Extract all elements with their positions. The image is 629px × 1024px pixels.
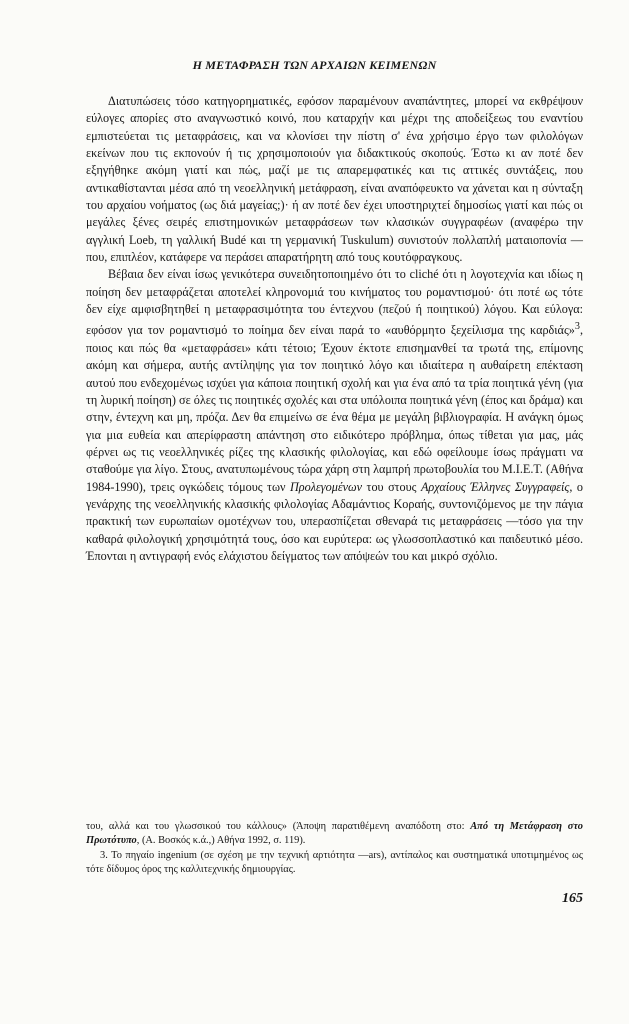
footnote-ref-3[interactable]: 3 — [574, 321, 580, 333]
footnote-continued — [86, 820, 583, 849]
footnote-book-title: Από τη Μετάφραση στο Πρωτότυπο — [86, 821, 583, 847]
title-prolegomena: Προλεγομένων — [289, 479, 363, 494]
running-head: Η ΜΕΤΑΦΡΑΣΗ ΤΩΝ ΑΡΧΑΙΩΝ ΚΕΙΜΕΝΩΝ — [192, 58, 437, 72]
main-text — [86, 93, 583, 565]
paragraph-2-text-b: , ποιος και πώς θα «μεταφράσει» κάτι τέτοιο; Έχουν έκτοτε επισημανθεί τα τρωτά της, επίμονης ακόμη και σήμερα, αυτής αντίληψης για τον ποιητικό λόγο και ιδιαίτερα η αυθαίρετη επέκταση αυτού που ενδεχομένως ισχύει για κάποια ποιητική σχολή και για ένα από τα τρία ποιητικά γένη (για τη λυρική ποίηση) σε όλες τις ποιητικές σχολές και στα υπόλοιπα ποιητικά γένη (έπος και δράμα) και στην, έντεχνη και μη, πρόζα. Δεν θα επιμείνω σε ένα θέμα με μεγάλη βιβλιογραφία. Η ανάγκη όμως για μια ευθεία και απερίφραστη απάντηση στο ειδικότερο πρόβλημα, όπως τίθεται για μας, μάς φέρνει ως τις νεοελληνικές ρίζες της κλασικής φιλολογίας, και εδώ οφείλουμε ίσως πράγματι να σταθούμε για λίγο. Στους, ανατυπωμένους τώρα χάρη στη λαμπρή πρωτοβουλία του Μ.Ι.Ε.Τ. (Αθήνα 1984-1990), τρεις ογκώδεις τόμους των — [86, 323, 583, 494]
page-number: 165 — [562, 891, 583, 906]
title-ancient-greek-authors: Αρχαίους Έλληνες Συγγραφείς — [420, 479, 570, 494]
paragraph-2-text-c: του στους — [362, 479, 421, 494]
footnote-continued-text-b: , (Α. Βοσκός κ.ά.,) Αθήνα 1992, σ. 119). — [136, 835, 306, 847]
paragraph-2-text-d: , ο γενάρχης της νεοελληνικής κλασικής φιλολογίας Αδαμάντιος Κοραής, συντονιζόμενος με την πάγια πρακτική των ευρωπαίων ομοτέχνων του, υπερασπίζεται σθεναρά τις μεταφράσεις —τόσο για την καθαρά φιλολογική χρησιμότητά τους, όσο και ευρύτερα: ως γλωσσοπλαστικό και παιδευτικό μέσο. Έπονται η αντιγραφή ενός ελάχιστου δείγματος των απόψεών του και μικρό σχόλιο. — [86, 479, 584, 563]
footnote-3: 3. Το πηγαίο ingenium (σε σχέση με την τεχνική αρτιότητα —ars), αντίπαλος και συστηματικά υποτιμημένος ως τότε δίδυμος όρος της καλλιτεχνικής δημιουργίας. — [86, 849, 583, 875]
footnote-continued-text-a: του, αλλά και του γλωσσικού του κάλλους» (Άποψη παρατιθέμενη αναπόδοτη στο: — [86, 821, 471, 832]
paragraph-2-text-a: Βέβαια δεν είναι ίσως γενικότερα συνειδητοποιημένο ότι το cliché ότι η λογοτεχνία και ιδίως η ποίηση δεν μεταφράζεται αποτελεί κληρονομιά του κινήματος του ρομαντισμού· ότι ποτέ ως τότε δεν είχε αμφισβητηθεί η μεταφρασιμότητα του έντεχνου (πεζού ή ποιητικού) λόγου. Και εύλογα: εφόσον για τον ρομαντισμό το ποίημα δεν είναι παρά το «αυθόρμητο ξεχείλισμα της καρδιάς» — [86, 267, 583, 338]
footnotes — [86, 820, 583, 877]
paragraph-1: Διατυπώσεις τόσο κατηγορηματικές, εφόσον παραμένουν αναπάντητες, μπορεί να εκθρέψουν εύλογες απορίες στο αναγνωστικό κοινό, που καταρχήν και μέχρι της αποδείξεως του εναντίου εμπιστεύεται τις μεταφράσεις, και να κλονίσει την πίστη σ' ένα χρήσιμο έργο των φιλολόγων εκείνων που τις εκπονούν ή τις χρησιμοποιούν για διδακτικούς σκοπούς. Έστω κι αν ποτέ δεν εξηγήθηκε ακόμη γιατί και πώς, μαζί με τις απαρεμφατικές και τις αττικές συντάξεις, που αντικαθίστανται μέσα από τη νεοελληνική μετάφραση, είναι αναπόφευκτο να χάνεται και η σύνταξη του αρχαίου νοήματος (ως διά μαγείας;)· ή αν ποτέ δεν έχει υποστηριχτεί δημοσίως γιατί και πώς οι μεγάλες ξένες σειρές επιστημονικών μεταφράσεων των κλασικών συγγραφέων (αναφέρω την αγγλική Loeb, τη γαλλική Budé και τη γερμανική Tuskulum) συνιστούν πολλαπλή ματαιοπονία —που, επιπλέον, κατάφερε να περάσει απαρατήρητη από τους κουτόφραγκους. — [86, 94, 583, 265]
paragraph-2 — [86, 266, 583, 565]
